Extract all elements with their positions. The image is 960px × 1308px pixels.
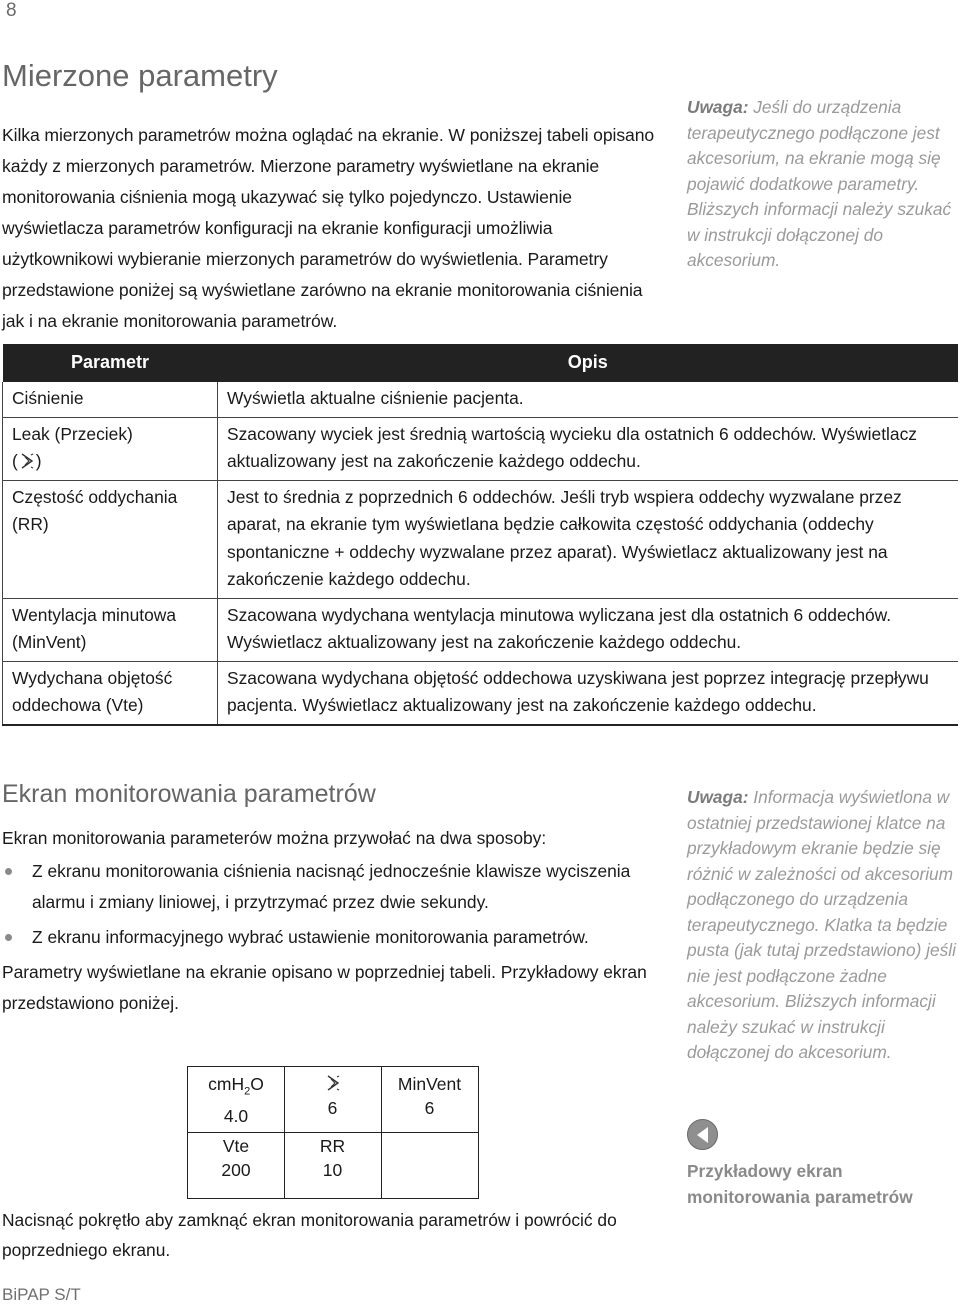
figure-caption: Przykładowy ekran monitorowania parametrów (687, 1161, 913, 1207)
vte-value: 200 (221, 1160, 251, 1180)
param-cell (3, 417, 218, 480)
note-label: Uwaga: (687, 787, 749, 807)
leak-icon (326, 1074, 340, 1092)
screen-divider (188, 1132, 478, 1133)
leak-icon (20, 453, 34, 469)
table-row (3, 598, 959, 661)
list-item-text: Z ekranu monitorowania ciśnienia nacisnąć jednocześnie klawisze wyciszenia alarmu i zmiany liniowej, i przytrzymać przez dwie sekundy. (32, 861, 631, 912)
table-row (3, 382, 959, 417)
header-param: Parametr (3, 344, 218, 382)
header-desc: Opis (218, 344, 959, 382)
table-row (3, 661, 959, 725)
param-cell: Wentylacja minutowa (MinVent) (3, 598, 218, 661)
intro-paragraph: Kilka mierzonych parametrów można oglądać na ekranie. W poniższej tabeli opisano każdy z mierzonych parametrów. Mierzone parametry wyświetlane na ekranie monitorowania ciśnienia mogą ukazywać się tylko pojedynczo. Ustawienie wyświetlacza parametrów konfiguracji na ekranie konfiguracji umożliwia użytkownikowi wybieranie mierzonych parametrów do wyświetlenia. Parametry przedstawione poniżej są wyświetlane zarówno na ekranie monitorowania ciśnienia jak i na ekranie monitorowania parametrów. (2, 125, 655, 331)
section-title: Mierzone parametry (2, 58, 278, 93)
back-arrow-icon (687, 1119, 718, 1150)
screen-cell-vte (188, 1134, 284, 1182)
monitoring-body (2, 823, 662, 1019)
rr-label: RR (319, 1136, 346, 1156)
note-label: Uwaga: (687, 97, 749, 117)
pressure-value: 4.0 (223, 1105, 249, 1126)
closing-paragraph: Nacisnąć pokrętło aby zamknąć ekran monitorowania parametrów i powrócić do poprzedniego ekranu. (2, 1210, 617, 1260)
bullet-icon (5, 934, 12, 941)
leak-value: 6 (327, 1098, 338, 1118)
vte-label: Vte (222, 1136, 250, 1156)
pressure-unit: cmH$_2$O (208, 1074, 264, 1098)
table-row (3, 417, 959, 480)
bullet-icon (5, 868, 12, 875)
list-item (2, 856, 662, 918)
rr-value: 10 (322, 1160, 343, 1180)
minvent-value: 6 (424, 1098, 435, 1118)
note-text: Jeśli do urządzenia terapeutycznego podłączone jest akcesorium, na ekranie mogą się pojawić dodatkowe parametry. Bliższych informacji należy szukać w instrukcji dołączonej do akcesorium. (687, 97, 952, 270)
parameters-table (2, 344, 958, 726)
screen-cell-minvent (381, 1072, 478, 1120)
example-screen (187, 1066, 479, 1199)
monitoring-after: Parametry wyświetlane na ekranie opisano w poprzedniej tabeli. Przykładowy ekran przedstawiono poniżej. (2, 962, 647, 1013)
screen-cell-pressure (188, 1072, 284, 1128)
desc-cell: Szacowana wydychana wentylacja minutowa wyliczana jest dla ostatnich 6 oddechów. Wyświetlacz aktualizowany jest na zakończenie każdego oddechu. (218, 598, 959, 661)
minvent-label: MinVent (397, 1074, 462, 1094)
page-number: 8 (6, 0, 17, 21)
list-item (2, 922, 662, 953)
screen-cell-rr (284, 1134, 381, 1182)
table-header-row (3, 344, 959, 382)
param-icon-open: ( (12, 451, 18, 471)
desc-cell: Jest to średnia z poprzednich 6 oddechów. Jeśli tryb wspiera oddechy wyzwalane przez aparat, na ekranie tym wyświetlana będzie całkowita częstość oddychania (oddechy spontaniczne + oddechy wyzwalane przez aparat). Wyświetlacz aktualizowany jest na zakończenie każdego oddechu. (218, 480, 959, 598)
desc-cell: Szacowany wyciek jest średnią wartością wycieku dla ostatnich 6 oddechów. Wyświetlacz aktualizowany jest na zakończenie każdego oddechu. (218, 417, 959, 480)
note-text: Informacja wyświetlona w ostatniej przedstawionej klatce na przykładowym ekranie będzie się różnić w zależności od akcesorium podłączonego do urządzenia terapeutycznego. Klatka ta będzie pusta (jak tutaj przedstawiono) jeśli nie jest podłączone żadne akcesorium. Bliższych informacji należy szukać w instrukcji dołączonej do akcesorium. (687, 787, 956, 1062)
note-example-screen (687, 785, 957, 1066)
screen-cell-leak (284, 1072, 381, 1120)
desc-cell: Szacowana wydychana objętość oddechowa uzyskiwana jest poprzez integrację przepływu pacjenta. Wyświetlacz aktualizowany jest na zakończenie każdego oddechu. (218, 661, 959, 725)
param-cell: Wydychana objętość oddechowa (Vte) (3, 661, 218, 725)
table-row (3, 480, 959, 598)
ways-list (2, 856, 662, 953)
list-item-text: Z ekranu informacyjnego wybrać ustawienie monitorowania parametrów. (32, 927, 589, 947)
param-cell: Częstość oddychania (RR) (3, 480, 218, 598)
footer-product: BiPAP S/T (2, 1285, 81, 1304)
monitoring-intro: Ekran monitorowania parameterów można przywołać na dwa sposoby: (2, 828, 547, 848)
desc-cell: Wyświetla aktualne ciśnienie pacjenta. (218, 382, 959, 417)
param-name: Leak (Przeciek) (12, 423, 133, 444)
note-accessory (687, 95, 957, 274)
param-icon-close: ) (35, 451, 42, 471)
param-cell: Ciśnienie (3, 382, 218, 417)
section-title-monitoring: Ekran monitorowania parametrów (2, 780, 376, 808)
